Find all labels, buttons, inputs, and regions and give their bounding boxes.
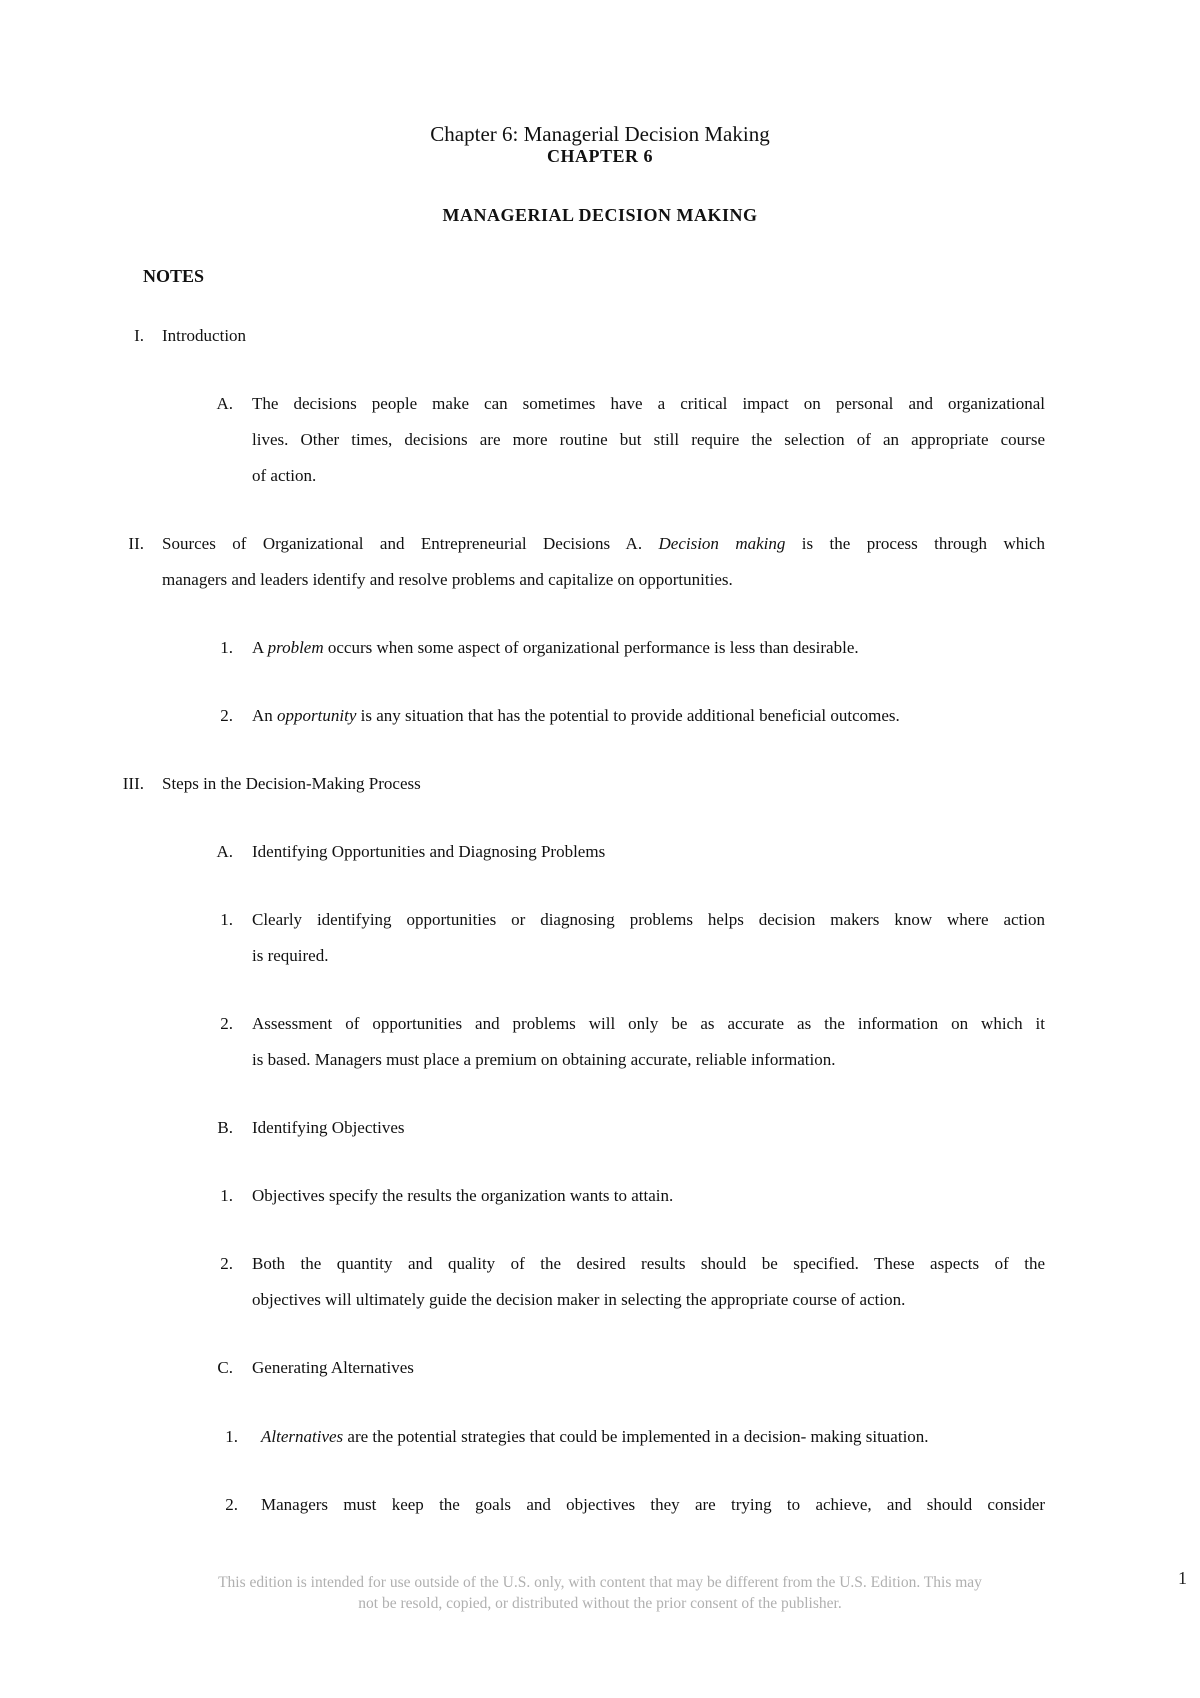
paragraph-line: of action. [252,466,317,485]
item-marker-3b-1: 1. [220,1186,233,1205]
item-marker-3c-1: 1. [225,1427,238,1446]
term-problem: problem [267,638,324,657]
item-marker-3c-2: 2. [225,1495,238,1514]
section-marker-3: III. [122,774,144,793]
paragraph-line: Sources of Organizational and Entrepreneurial Decisions A. Decision making is the process through which [162,534,1045,553]
paragraph-line: is required. [252,946,329,965]
paragraph-line: is based. Managers must place a premium on obtaining accurate, reliable information. [252,1050,836,1069]
paragraph-line: Both the quantity and quality of the desired results should be specified. These aspects of the [252,1254,1045,1273]
paragraph-line: lives. Other times, decisions are more routine but still require the selection of an appropriate course [252,430,1045,449]
section-marker-1: I. [134,326,144,345]
term-decision-making: Decision making [658,534,786,553]
item-marker-3a: A. [216,842,233,861]
item-marker-1a: A. [216,394,233,413]
subsection-title: Identifying Objectives [252,1118,405,1137]
footer-line: This edition is intended for use outside of the U.S. only, with content that may be different from the U.S. Edition. This may [218,1574,982,1591]
paragraph-line: Managers must keep the goals and objectives they are trying to achieve, and should consider [261,1495,1045,1514]
paragraph-line: Clearly identifying opportunities or diagnosing problems helps decision makers know where action [252,910,1045,929]
item-marker-3a-2: 2. [220,1014,233,1033]
paragraph-line: An opportunity is any situation that has the potential to provide additional beneficial outcomes. [252,706,900,725]
footer-line: not be resold, copied, or distributed without the prior consent of the publisher. [358,1595,842,1612]
item-marker-3b: B. [217,1118,233,1137]
running-title: Chapter 6: Managerial Decision Making [430,122,770,146]
page-number: 1 [1178,1568,1187,1588]
subsection-title: Generating Alternatives [252,1358,414,1377]
paragraph-line: objectives will ultimately guide the decision maker in selecting the appropriate course of action. [252,1290,906,1309]
section-marker-2: II. [128,534,144,553]
item-marker-3c: C. [217,1358,233,1377]
paragraph-line: The decisions people make can sometimes have a critical impact on personal and organizational [252,394,1045,413]
item-marker-3b-2: 2. [220,1254,233,1273]
page-footer [130,1572,1070,1614]
paragraph-line: Alternatives are the potential strategies that could be implemented in a decision- making situation. [261,1427,929,1446]
paragraph-line: A problem occurs when some aspect of organizational performance is less than desirable. [252,638,859,657]
item-marker-2-1: 1. [220,638,233,657]
paragraph-line: Objectives specify the results the organization wants to attain. [252,1186,674,1205]
paragraph-line: Assessment of opportunities and problems will only be as accurate as the information on which it [252,1014,1045,1033]
paragraph-line: managers and leaders identify and resolve problems and capitalize on opportunities. [162,570,733,589]
subsection-title: Identifying Opportunities and Diagnosing Problems [252,842,606,861]
term-alternatives: Alternatives [261,1427,344,1446]
item-marker-3a-1: 1. [220,910,233,929]
chapter-number: CHAPTER 6 [546,146,653,166]
item-marker-2-2: 2. [220,706,233,725]
term-opportunity: opportunity [277,706,357,725]
section-title-steps: Steps in the Decision-Making Process [162,774,421,793]
chapter-title: MANAGERIAL DECISION MAKING [442,205,758,225]
section-title-introduction: Introduction [162,326,247,345]
notes-heading: NOTES [143,266,205,286]
